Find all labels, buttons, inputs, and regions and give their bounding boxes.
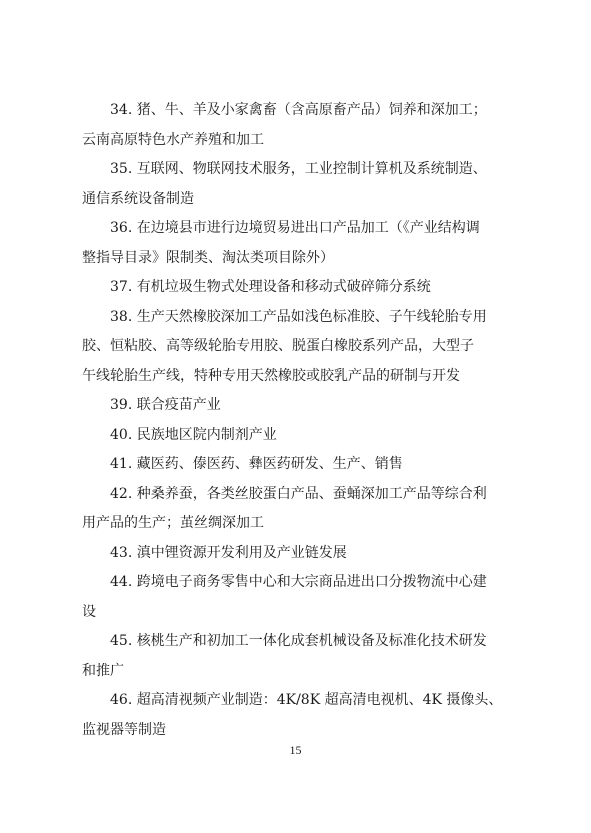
list-item-first-line: 38. 生产天然橡胶深加工产品如浅色标准胶、子午线轮胎专用	[110, 308, 487, 325]
list-item-first-line: 43. 滇中锂资源开发利用及产业链发展	[110, 544, 347, 561]
list-item-first-line: 41. 藏医药、傣医药、彝医药研发、生产、销售	[110, 456, 403, 472]
list-item-first-line: 37. 有机垃圾生物式处理设备和移动式破碎筛分系统	[110, 279, 431, 295]
list-item	[82, 303, 514, 392]
list-item-first-line: 35. 互联网、物联网技术服务，工业控制计算机及系统制造、	[110, 161, 487, 177]
list-item-first-line: 40. 民族地区院内制剂产业	[110, 426, 277, 443]
list-item-first-line: 44. 跨境电子商务零售中心和大宗商品进出口分拨物流中心建	[110, 574, 487, 590]
list-item	[82, 214, 514, 273]
list-item-continuation-line: 通信系统设备制造	[82, 190, 194, 207]
document-body	[82, 96, 514, 745]
list-item-continuation-line: 整指导目录》限制类、淘汰类项目除外）	[82, 249, 334, 266]
list-item-continuation-line: 和推广	[82, 662, 124, 679]
list-item-first-line: 36. 在边境县市进行边境贸易进出口产品加工（《产业结构调	[110, 220, 480, 236]
list-item	[82, 539, 514, 569]
list-item	[82, 391, 514, 421]
list-item	[82, 450, 514, 480]
list-item-first-line: 34. 猪、牛、羊及小家禽畜（含高原畜产品）饲养和深加工；	[110, 102, 487, 118]
list-item	[82, 155, 514, 214]
list-item	[82, 627, 514, 686]
list-item-continuation-line: 胶、恒粘胶、高等级轮胎专用胶、脱蛋白橡胶系列产品，大型子	[82, 338, 474, 354]
list-item	[82, 480, 514, 539]
list-item-continuation-line: 用产品的生产；茧丝绸深加工	[82, 515, 264, 531]
list-item	[82, 421, 514, 451]
list-item-continuation-line: 监视器等制造	[82, 721, 166, 738]
list-item-first-line: 42. 种桑养蚕，各类丝胶蛋白产品、蚕蛹深加工产品等综合利	[110, 485, 487, 502]
list-item-first-line: 39. 联合疫苗产业	[110, 397, 221, 413]
list-item	[82, 273, 514, 303]
page-number: 15	[289, 743, 302, 757]
list-item-continuation-line: 云南高原特色水产养殖和加工	[82, 131, 264, 148]
list-item	[82, 96, 514, 155]
list-item-continuation-line: 设	[82, 603, 96, 620]
list-item-first-line: 45. 核桃生产和初加工一体化成套机械设备及标准化技术研发	[110, 633, 487, 649]
list-item-continuation-line: 午线轮胎生产线，特种专用天然橡胶或胶乳产品的研制与开发	[82, 367, 460, 384]
list-item	[82, 568, 514, 627]
list-item-first-line: 46. 超高清视频产业制造：4K/8K 超高清电视机、4K 摄像头、	[110, 692, 503, 708]
list-item	[82, 686, 514, 745]
